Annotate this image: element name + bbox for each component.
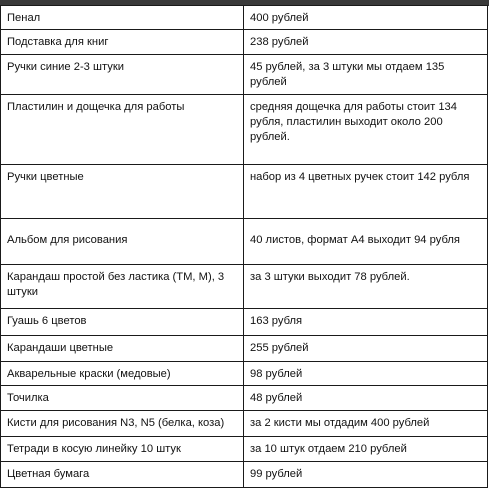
table-row bbox=[1, 336, 488, 362]
item-cell: Ручки синие 2-3 штуки bbox=[1, 55, 244, 95]
price-cell: за 3 штуки выходит 78 рублей. bbox=[244, 265, 488, 309]
table-row bbox=[1, 55, 488, 95]
item-cell: Подставка для книг bbox=[1, 30, 244, 55]
price-cell: 99 рублей bbox=[244, 462, 488, 488]
table-row bbox=[1, 6, 488, 30]
price-cell: 238 рублей bbox=[244, 30, 488, 55]
shopping-price-table bbox=[0, 5, 488, 488]
table-row bbox=[1, 219, 488, 265]
price-cell: 255 рублей bbox=[244, 336, 488, 362]
item-cell: Цветная бумага bbox=[1, 462, 244, 488]
item-cell: Гуашь 6 цветов bbox=[1, 309, 244, 336]
price-cell: набор из 4 цветных ручек стоит 142 рубля bbox=[244, 165, 488, 219]
item-cell: Пенал bbox=[1, 6, 244, 30]
item-cell: Акварельные краски (медовые) bbox=[1, 362, 244, 386]
table-row bbox=[1, 411, 488, 437]
table-row bbox=[1, 362, 488, 386]
price-cell: за 2 кисти мы отдадим 400 рублей bbox=[244, 411, 488, 437]
price-cell: средняя дощечка для работы стоит 134 рубля, пластилин выходит около 200 рублей. bbox=[244, 95, 488, 165]
item-cell: Карандаши цветные bbox=[1, 336, 244, 362]
table-row bbox=[1, 30, 488, 55]
table-row bbox=[1, 165, 488, 219]
table-row bbox=[1, 437, 488, 462]
price-cell: за 10 штук отдаем 210 рублей bbox=[244, 437, 488, 462]
price-cell: 400 рублей bbox=[244, 6, 488, 30]
table-row bbox=[1, 462, 488, 488]
item-cell: Кисти для рисования N3, N5 (белка, коза) bbox=[1, 411, 244, 437]
item-cell: Тетради в косую линейку 10 штук bbox=[1, 437, 244, 462]
price-cell: 45 рублей, за 3 штуки мы отдаем 135 рублей bbox=[244, 55, 488, 95]
item-cell: Карандаш простой без ластика (ТМ, М), 3 штуки bbox=[1, 265, 244, 309]
table-row bbox=[1, 386, 488, 411]
item-cell: Точилка bbox=[1, 386, 244, 411]
price-cell: 163 рубля bbox=[244, 309, 488, 336]
price-cell: 98 рублей bbox=[244, 362, 488, 386]
price-cell: 40 листов, формат А4 выходит 94 рубля bbox=[244, 219, 488, 265]
price-cell: 48 рублей bbox=[244, 386, 488, 411]
item-cell: Альбом для рисования bbox=[1, 219, 244, 265]
table-row bbox=[1, 95, 488, 165]
table-row bbox=[1, 309, 488, 336]
item-cell: Ручки цветные bbox=[1, 165, 244, 219]
table-row bbox=[1, 265, 488, 309]
item-cell: Пластилин и дощечка для работы bbox=[1, 95, 244, 165]
